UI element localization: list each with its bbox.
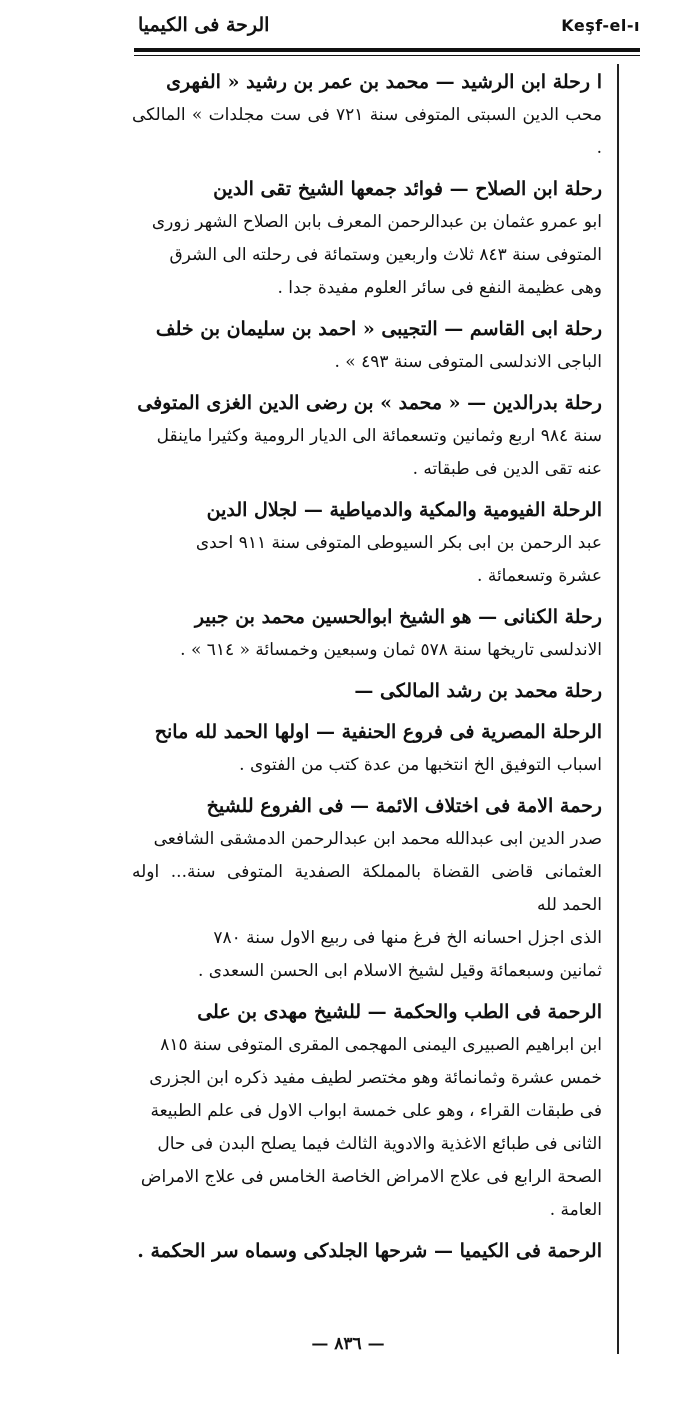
running-header (132, 14, 640, 44)
entry-line: فى طبقات القراء ، وهو على خمسة ابواب الاول فى علم الطبيعة (150, 1101, 602, 1121)
entry-line: رحلة ابى القاسم — التجيبى « احمد بن سليمان بن خلف (155, 318, 602, 340)
text-column (132, 66, 602, 1276)
entry-line: الثانى فى طبائع الاغذية والادوية الثالث فيما يصلح البدن فى حال (157, 1134, 602, 1154)
entry-line: الباجى الاندلسى المتوفى سنة ٤٩٣ » . (334, 352, 602, 372)
entry-line: ثمانين وسبعمائة وقيل لشيخ الاسلام ابى الحسن السعدى . (197, 961, 602, 981)
entry-line: الاندلسى تاريخها سنة ٥٧٨ ثمان وسبعين وخمسائة « ٦١٤ » . (180, 640, 602, 660)
entry-line: صدر الدين ابى عبدالله محمد ابن عبدالرحمن الدمشقى الشافعى (153, 829, 602, 849)
entry (132, 313, 602, 379)
entry (132, 996, 602, 1227)
entry-line: رحمة الامة فى اختلاف الائمة — فى الفروع للشيخ (206, 795, 602, 817)
entry (132, 716, 602, 782)
entry-line: رحلة ابن الصلاح — فوائد جمعها الشيخ تقى الدين (213, 178, 602, 200)
entry-line: الصحة الرابع فى علاج الامراض الخاصة الخامس فى علاج الامراض (140, 1167, 602, 1187)
entry (132, 790, 602, 988)
entry-line: رحلة الكنانى — هو الشيخ ابوالحسين محمد بن جبير (194, 606, 602, 628)
entry (132, 601, 602, 667)
page-number: — ٨٣٦ — (311, 1334, 385, 1354)
entry-line: الرحمة فى الكيميا — شرحها الجلدكى وسماه سر الحكمة . (137, 1240, 602, 1262)
entry (132, 66, 602, 165)
header-rule-thick (134, 48, 640, 52)
entry (132, 387, 602, 486)
header-rule-thin (134, 55, 640, 56)
entry (132, 675, 602, 708)
entry-line: الرحلة الفيومية والمكية والدمياطية — لجلال الدين (206, 499, 602, 521)
entry-line: رحلة بدرالدين — « محمد » بن رضى الدين الغزى المتوفى (137, 392, 602, 414)
entry-line: ابن ابراهيم الصبيرى اليمنى المهجمى المقرى المتوفى سنة ٨١٥ (160, 1035, 602, 1055)
entry-line: وهى عظيمة النفع فى سائر العلوم مفيدة جدا . (277, 278, 602, 298)
entry-line: ا رحلة ابن الرشيد — محمد بن عمر بن رشيد « الفهرى (166, 71, 602, 93)
entry-line: العامة . (549, 1200, 602, 1220)
entry-line: الرحمة فى الطب والحكمة — للشيخ مهدى بن على (197, 1001, 602, 1023)
header-title-latin: Keşf-el-ı (561, 16, 640, 35)
entry (132, 494, 602, 593)
entry-line: محب الدين السبتى المتوفى سنة ٧٢١ فى ست مجلدات » المالكى . (132, 105, 602, 158)
entry-line: ابو عمرو عثمان بن عبدالرحمن المعرف بابن الصلاح الشهر زورى (151, 212, 602, 232)
entry-line: المتوفى سنة ٨٤٣ ثلاث واربعين وستمائة فى رحلته الى الشرق (169, 245, 602, 265)
entry-line: عبد الرحمن بن ابى بكر السيوطى المتوفى سنة ٩١١ احدى (195, 533, 602, 553)
entry-line: خمس عشرة وثمانمائة وهو مختصر لطيف مفيد ذكره ابن الجزرى (149, 1068, 602, 1088)
column-rule (617, 64, 619, 1354)
entry-line: اسباب التوفيق الخ انتخبها من عدة كتب من الفتوى . (239, 755, 602, 775)
entry-line: عنه تقى الدين فى طبقاته . (412, 459, 602, 479)
entry (132, 173, 602, 305)
header-title-arabic: الرحة فى الكيميا (138, 14, 270, 36)
entry-line: رحلة محمد بن رشد المالكى — (354, 680, 602, 702)
entry-line: سنة ٩٨٤ اربع وثمانين وتسعمائة الى الديار الرومية وكثيرا ماينقل (156, 426, 602, 446)
entry-line: الذى اجزل احسانه الخ فرغ منها فى ربيع الاول سنة ٧٨٠ (213, 928, 602, 948)
entry-line: العثمانى قاضى القضاة بالمملكة الصفدية المتوفى سنة... اوله الحمد لله (132, 862, 602, 915)
entry (132, 1235, 602, 1268)
entry-line: الرحلة المصرية فى فروع الحنفية — اولها الحمد لله مانح (154, 721, 602, 743)
entry-line: عشرة وتسعمائة . (477, 566, 602, 586)
